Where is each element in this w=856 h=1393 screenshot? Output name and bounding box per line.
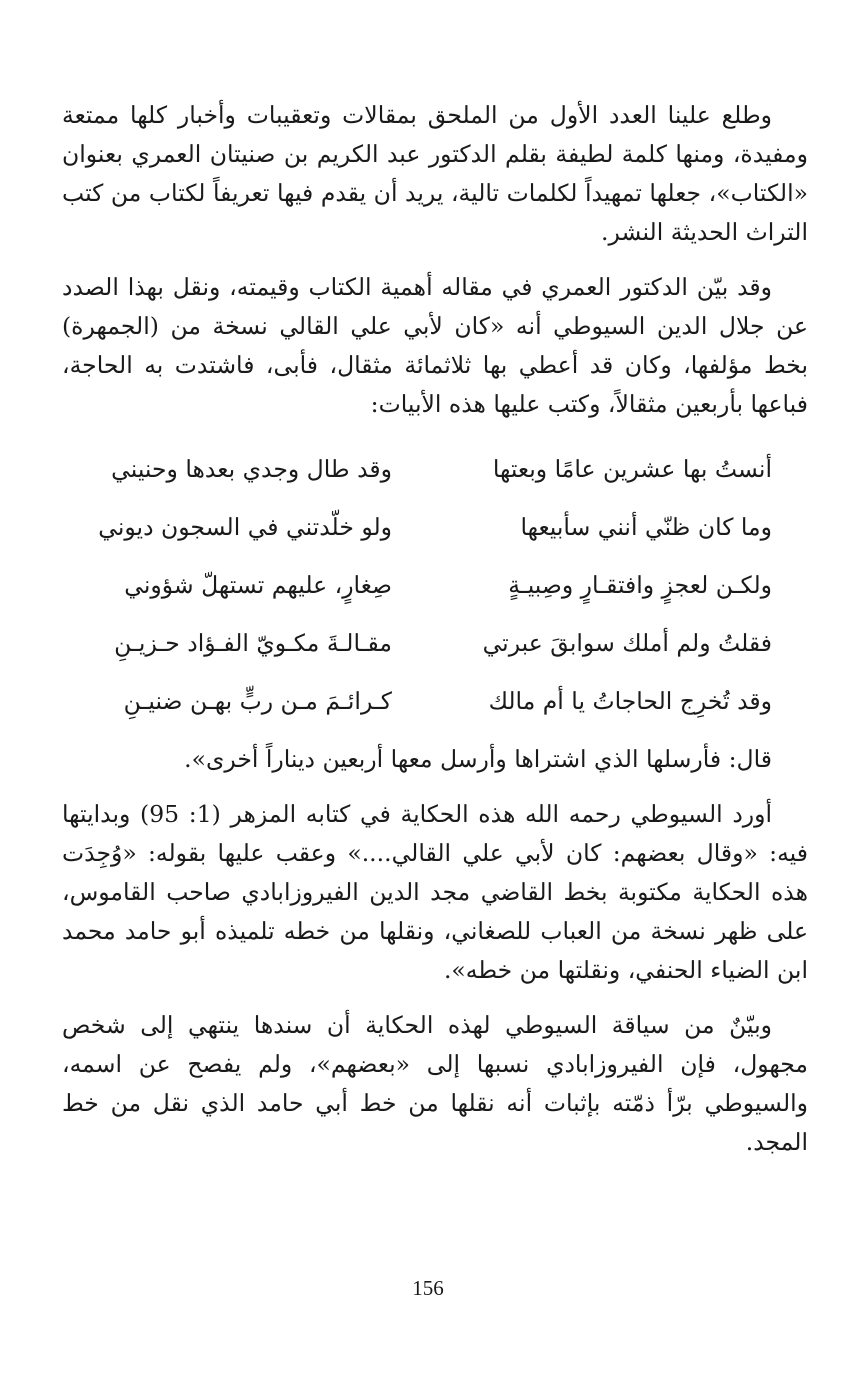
poem-verse-2 (62, 498, 808, 556)
paragraph-4: وبيّنٌ من سياقة السيوطي لهذه الحكاية أن سندها ينتهي إلى شخص مجهول، فإن الفيروزابادي نسبها إلى «بعضهم»، ولم يفصح عن اسمه، والسيوطي برّأ ذمّته بإثبات أنه نقلها من خط أبي حامد الذي نقل من خط المجد. (62, 1011, 808, 1156)
poem (62, 440, 808, 730)
paragraph-2: وقد بيّن الدكتور العمري في مقاله أهمية الكتاب وقيمته، ونقل بهذا الصدد عن جلال الدين السيوطي أنه «كان لأبي علي القالي نسخة من (الجمهرة) بخط مؤلفها، وكان قد أعطي بها ثلاثمائة مثقال، فأبى، فاشتدت به الحاجة، فباعها بأربعين مثقالاً، وكتب عليها هذه الأبيات: (62, 273, 808, 418)
verse-1-second-half: وقد طال وجدي بعدها وحنيني (111, 454, 392, 483)
poem-closing-line: قال: فأرسلها الذي اشتراها وأرسل معها أربعين ديناراً أخرى». (184, 745, 772, 773)
verse-4-first-half: فقلتُ ولم أملك سوابقَ عبرتي (482, 628, 772, 657)
poem-verse-1 (62, 440, 808, 498)
verse-5-second-half: كـرائـمَ مـن ربٍّ بهـن ضنيـنِ (123, 686, 392, 715)
verse-5-first-half: وقد تُخرِج الحاجاتُ يا أم مالك (488, 686, 772, 715)
page-body (62, 96, 808, 1178)
page-number: 156 (412, 1276, 444, 1300)
paragraph-1: وطلع علينا العدد الأول من الملحق بمقالات وتعقيبات وأخبار كلها ممتعة ومفيدة، ومنها كلمة لطيفة بقلم الدكتور عبد الكريم بن صنيتان العمري بعنوان «الكتاب»، جعلها تمهيداً لكلمات تالية، يريد أن يقدم فيها تعريفاً لكتاب من كتب التراث الحديثة النشر. (62, 101, 808, 246)
verse-3-second-half: صِغارٍ، عليهم تستهلّ شؤوني (124, 570, 392, 599)
poem-verse-5 (62, 672, 808, 730)
poem-verse-3 (62, 556, 808, 614)
verse-2-second-half: ولو خلّدتني في السجون ديوني (98, 512, 392, 541)
verse-2-first-half: وما كان ظنّي أنني سأبيعها (520, 512, 772, 541)
poem-verse-4 (62, 614, 808, 672)
verse-3-first-half: ولكـن لعجزٍ وافتقـارٍ وصِبيـةٍ (508, 570, 772, 599)
verse-4-second-half: مقـالـةَ مكـويّ الفـؤاد حـزيـنِ (114, 628, 392, 657)
verse-1-first-half: أنستُ بها عشرين عامًا وبعتها (492, 454, 772, 483)
paragraph-3: أورد السيوطي رحمه الله هذه الحكاية في كتابه المزهر (1: 95) وبدايتها فيه: «وقال بعضهم: كان لأبي علي القالي....» وعقب عليها بقوله: «وُجِدَت هذه الحكاية مكتوبة بخط القاضي مجد الدين الفيروزابادي صاحب القاموس، على ظهر نسخة من العباب للصغاني، ونقلها من خطه تلميذه أبو حامد محمد ابن الضياء الحنفي، ونقلتها من خطه». (62, 800, 808, 984)
